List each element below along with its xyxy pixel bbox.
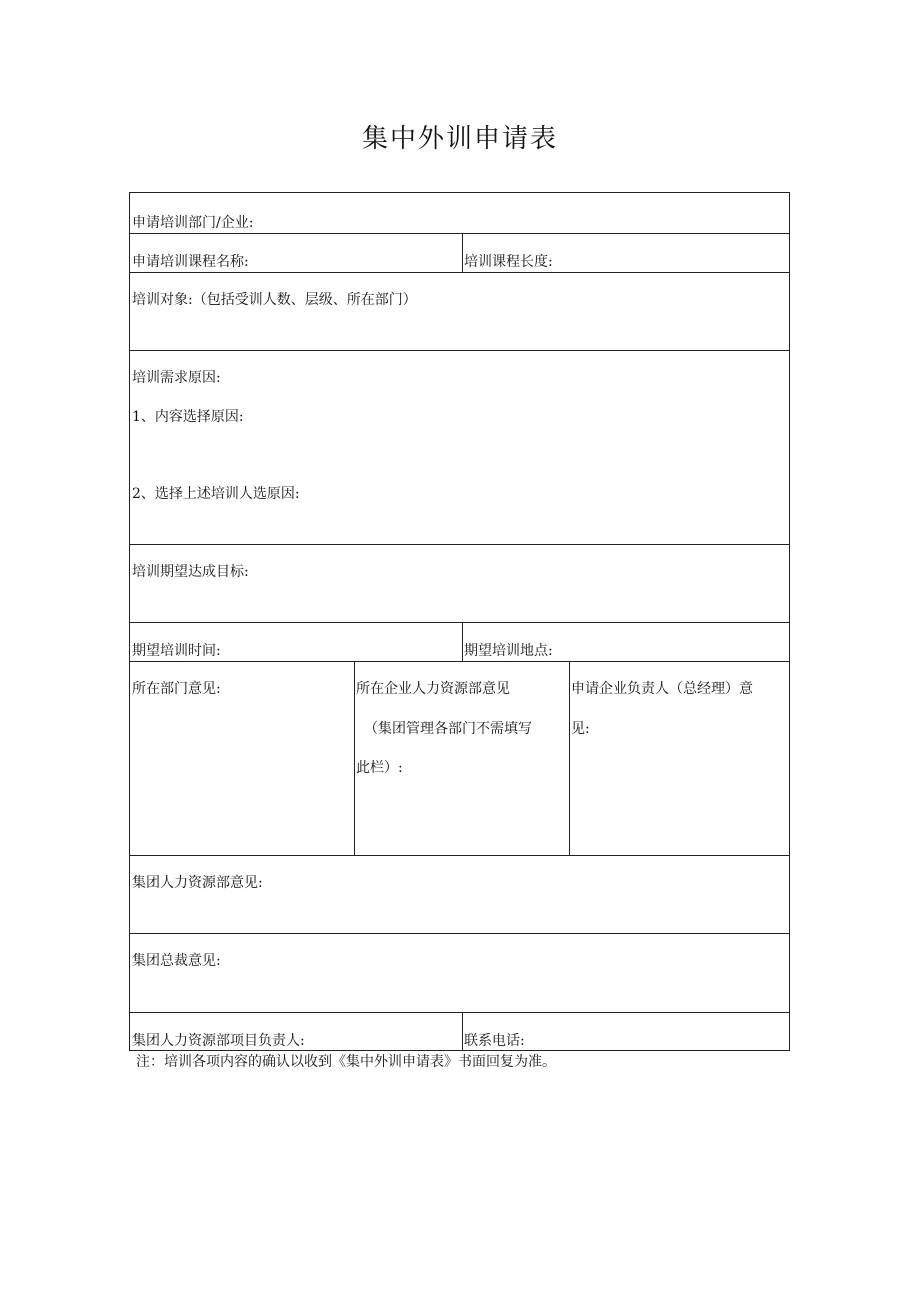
row-divider: [130, 933, 789, 934]
dept-opinion-field-label: 所在部门意见:: [132, 681, 221, 697]
row-divider: [130, 661, 789, 662]
training-goal-field-label: 培训期望达成目标:: [132, 564, 249, 580]
content-reason-field-label: 1、内容选择原因:: [132, 409, 244, 425]
column-divider: [462, 233, 463, 272]
row-divider: [130, 350, 789, 351]
training-place-field-label: 期望培训地点:: [464, 643, 553, 659]
training-time-field-label: 期望培训时间:: [132, 643, 221, 659]
column-divider: [462, 1012, 463, 1051]
row-divider: [130, 233, 789, 234]
row-divider: [130, 855, 789, 856]
trainee-target-field-label: 培训对象:（包括受训人数、层级、所在部门）: [132, 292, 417, 308]
page-title: 集中外训申请表: [361, 124, 558, 154]
row-divider: [130, 544, 789, 545]
group-hr-opinion-field-label: 集团人力资源部意见:: [132, 875, 263, 891]
row-divider: [130, 1012, 789, 1013]
course-name-field-label: 申请培训课程名称:: [132, 254, 249, 270]
project-lead-field-label: 集团人力资源部项目负责人:: [132, 1033, 305, 1049]
application-form: [129, 192, 790, 1051]
president-opinion-field-label: 集团总裁意见:: [132, 953, 221, 969]
gm-opinion-field-label: 申请企业负责人（总经理）意: [571, 681, 753, 697]
footnote: 注：培训各项内容的确认以收到《集中外训申请表》书面回复为准。: [136, 1054, 556, 1070]
hr-opinion-field-note-end: 此栏）:: [356, 760, 403, 776]
hr-opinion-field-label: 所在企业人力资源部意见: [356, 681, 510, 697]
column-divider: [569, 661, 570, 855]
column-divider: [462, 622, 463, 661]
phone-field-label: 联系电话:: [464, 1033, 525, 1049]
training-reason-heading: 培训需求原因:: [132, 370, 221, 386]
dept-field-label: 申请培训部门/企业:: [132, 215, 254, 231]
hr-opinion-field-note: （集团管理各部门不需填写: [364, 721, 532, 737]
column-divider: [354, 661, 355, 855]
trainee-reason-field-label: 2、选择上述培训人选原因:: [132, 486, 300, 502]
row-divider: [130, 272, 789, 273]
course-length-field-label: 培训课程长度:: [464, 254, 553, 270]
gm-opinion-field-label-end: 见:: [571, 721, 590, 737]
row-divider: [130, 622, 789, 623]
